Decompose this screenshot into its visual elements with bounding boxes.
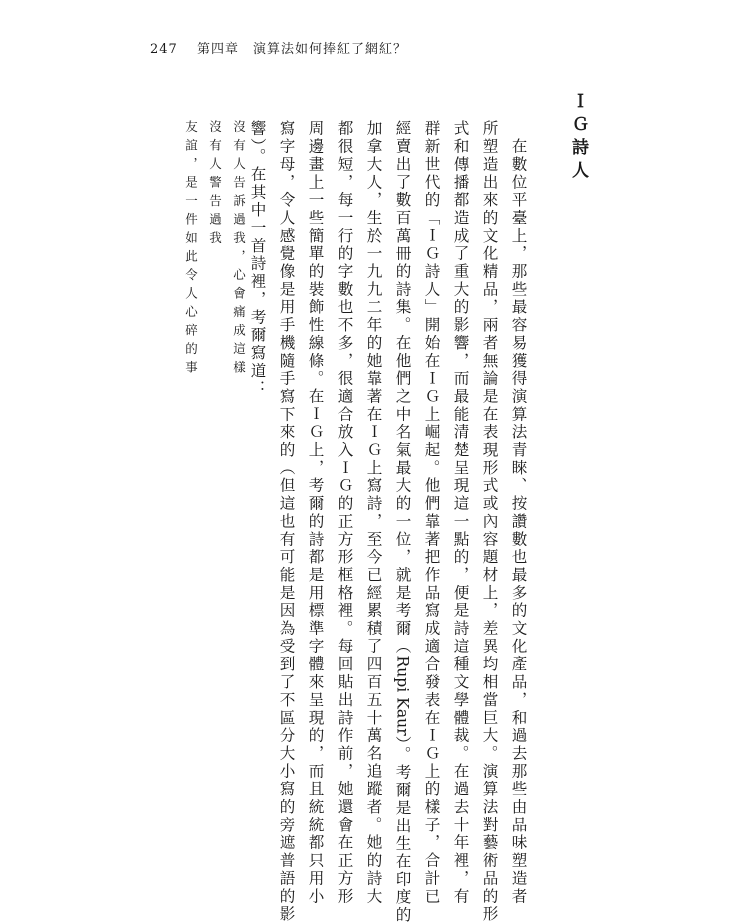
paragraph-column-6: 加拿大人，生於一九九二年的她靠著在ＩＧ上寫詩，至今已經累積了四百五十萬名追蹤者。她的詩大 (364, 120, 383, 906)
poem-line-2: 沒有人警告過我 (207, 120, 223, 250)
paragraph-column-4: 群新世代的「ＩＧ詩人」開始在ＩＧ上崛起。他們靠著把作品寫成適合發表在ＩＧ上的樣子，合計已 (422, 120, 441, 906)
paragraph-column-8: 周邊畫上一些簡單的裝飾性線條。在ＩＧ上，考爾的詩都是用標準字體來呈現的，而且統統都只用小 (306, 120, 325, 906)
poem-line-3: 友誼，是一件如此令人心碎的事 (183, 120, 199, 379)
paragraph-column-1: 在數位平臺上，那些最容易獲得演算法青睞、按讚數也最多的文化產品，和過去那些由品味塑造者 (509, 120, 528, 906)
section-title: ＩＧ詩人 (568, 92, 588, 184)
paragraph-column-5 (394, 120, 410, 924)
paragraph-column-10: 響）。在其中一首詩裡，考爾寫道： (248, 120, 267, 398)
page-number: 247 (150, 42, 178, 57)
running-header (150, 38, 407, 57)
paragraph-column-3: 式和傳播都造成了重大的影響，而最能清楚呈現這一點的，便是詩這種文學體裁。在過去十年裡，有 (451, 120, 470, 906)
poem-line-1: 沒有人告訴過我，心會痛成這樣 (231, 120, 247, 379)
column-5-text: 經賣出了數百萬冊的詩集。在他們之中名氣最大的一位，就是考爾（ (393, 120, 412, 656)
author-latin-name: Rupi Kaur (393, 655, 412, 736)
chapter-title: 第四章 演算法如何捧紅了網紅？ (196, 42, 407, 57)
paragraph-column-2: 所塑造出來的文化精品，兩者無論是在表現形式或內容題材上，差異均相當巨大。演算法對藝術品的形 (480, 120, 499, 924)
paragraph-column-7: 都很短，每一行的字數也不多，很適合放入ＩＧ的正方形框格裡。每回貼出詩作前，她還會在正方形 (335, 120, 354, 906)
column-5-tail: ）。考爾是出生在印度的 (393, 735, 412, 924)
paragraph-column-9: 寫字母，令人感覺像是用手機隨手寫下來的（但這也有可能是因為受到了不區分大小寫的旁遮普語的影 (277, 120, 296, 924)
